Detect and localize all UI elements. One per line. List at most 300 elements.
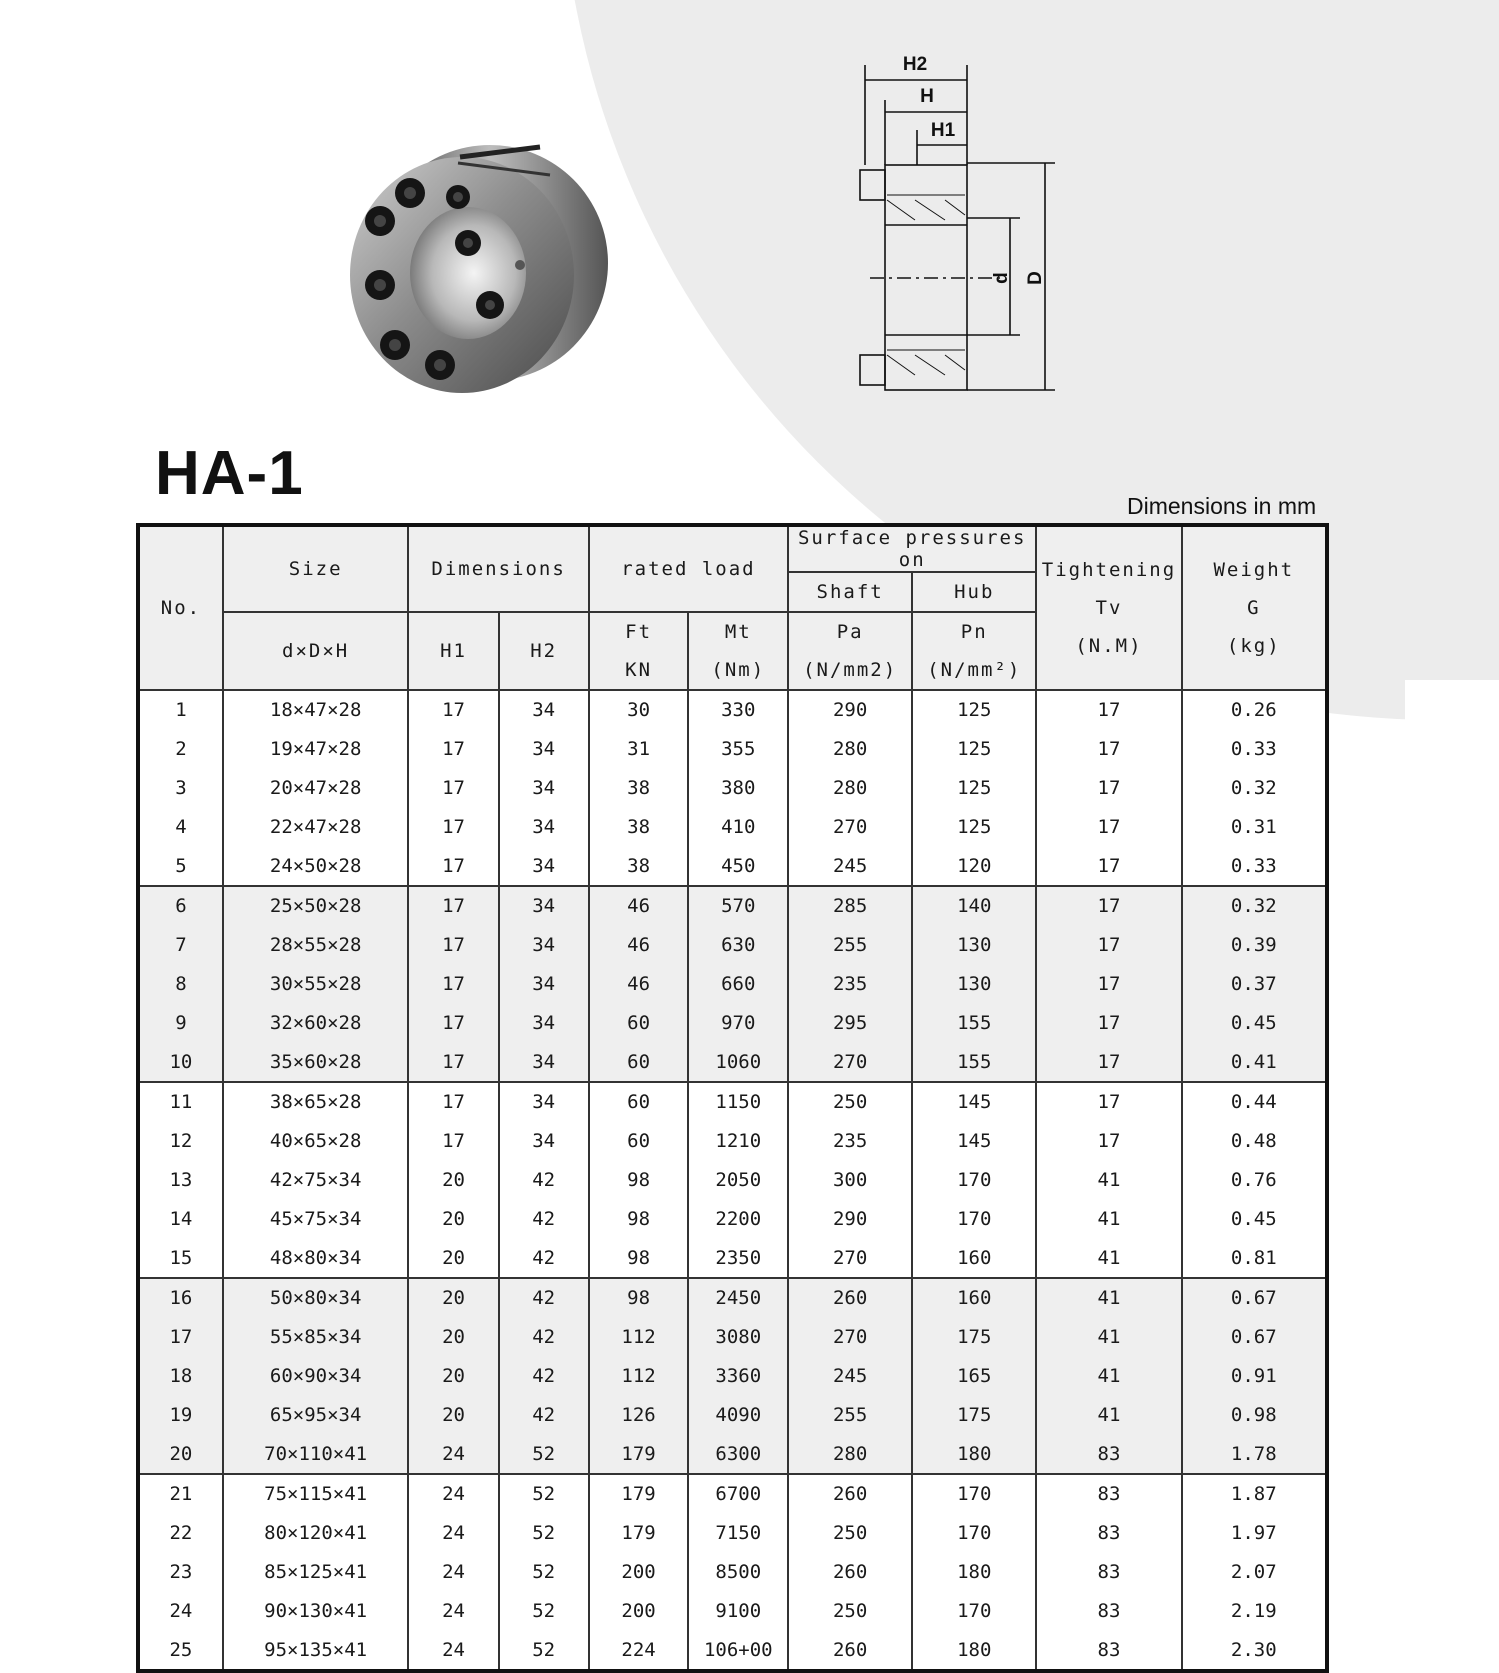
cell-tv: 83	[1036, 1474, 1181, 1514]
cell-ft: 126	[589, 1395, 689, 1434]
cell-pa: 300	[788, 1161, 912, 1200]
cell-weight: 0.31	[1182, 807, 1327, 846]
table-row	[138, 1003, 1327, 1042]
cell-size: 48×80×34	[223, 1238, 409, 1278]
cell-h1: 17	[408, 730, 498, 769]
table-row	[138, 1278, 1327, 1318]
cell-tv: 17	[1036, 1082, 1181, 1122]
cell-pa: 285	[788, 886, 912, 926]
cell-h1: 17	[408, 807, 498, 846]
cell-h2: 34	[499, 1042, 589, 1082]
cell-tv: 17	[1036, 769, 1181, 808]
cell-ft: 60	[589, 1122, 689, 1161]
cell-no: 7	[138, 926, 223, 965]
cell-h2: 42	[499, 1278, 589, 1318]
cell-no: 6	[138, 886, 223, 926]
table-row	[138, 886, 1327, 926]
cell-pn: 170	[912, 1474, 1036, 1514]
background-lower-right	[1405, 680, 1499, 1672]
cell-size: 20×47×28	[223, 769, 409, 808]
cell-pa: 235	[788, 1122, 912, 1161]
table-row	[138, 1199, 1327, 1238]
cell-no: 11	[138, 1082, 223, 1122]
ft-unit: KN	[625, 659, 653, 681]
cell-weight: 2.07	[1182, 1553, 1327, 1592]
cell-h1: 20	[408, 1357, 498, 1396]
table-row	[138, 965, 1327, 1004]
cell-weight: 2.30	[1182, 1630, 1327, 1671]
table-row	[138, 1434, 1327, 1474]
cell-weight: 0.91	[1182, 1357, 1327, 1396]
cell-weight: 0.33	[1182, 846, 1327, 886]
cell-mt: 6300	[688, 1434, 788, 1474]
cell-mt: 8500	[688, 1553, 788, 1592]
cell-ft: 60	[589, 1042, 689, 1082]
label-h1: H1	[930, 120, 956, 141]
table-row	[138, 1122, 1327, 1161]
cell-pa: 290	[788, 690, 912, 730]
cell-h2: 34	[499, 730, 589, 769]
cell-h2: 34	[499, 1082, 589, 1122]
cell-ft: 98	[589, 1278, 689, 1318]
cell-pn: 180	[912, 1630, 1036, 1671]
cell-pa: 280	[788, 1434, 912, 1474]
cell-no: 10	[138, 1042, 223, 1082]
cell-size: 28×55×28	[223, 926, 409, 965]
header-dimensions: Dimensions	[408, 525, 588, 612]
cell-weight: 0.45	[1182, 1003, 1327, 1042]
table-row	[138, 1395, 1327, 1434]
cell-h2: 34	[499, 886, 589, 926]
header-shaft: Shaft	[788, 572, 912, 612]
specification-table	[136, 523, 1329, 1673]
cell-mt: 1150	[688, 1082, 788, 1122]
table-row	[138, 807, 1327, 846]
cell-pn: 170	[912, 1199, 1036, 1238]
cell-h2: 52	[499, 1591, 589, 1630]
cell-size: 55×85×34	[223, 1318, 409, 1357]
cell-no: 9	[138, 1003, 223, 1042]
table-row	[138, 690, 1327, 730]
cell-ft: 46	[589, 886, 689, 926]
cell-weight: 0.44	[1182, 1082, 1327, 1122]
cell-pa: 280	[788, 769, 912, 808]
cell-ft: 112	[589, 1318, 689, 1357]
cell-no: 22	[138, 1514, 223, 1553]
table-row	[138, 1161, 1327, 1200]
cell-h2: 34	[499, 690, 589, 730]
cell-h2: 42	[499, 1357, 589, 1396]
cell-tv: 83	[1036, 1553, 1181, 1592]
table-row	[138, 1357, 1327, 1396]
cell-pa: 260	[788, 1278, 912, 1318]
cell-h1: 20	[408, 1199, 498, 1238]
cell-h2: 42	[499, 1395, 589, 1434]
cell-weight: 0.32	[1182, 886, 1327, 926]
cell-size: 38×65×28	[223, 1082, 409, 1122]
cell-h2: 52	[499, 1474, 589, 1514]
cell-weight: 0.32	[1182, 769, 1327, 808]
cell-h1: 20	[408, 1395, 498, 1434]
cell-ft: 179	[589, 1434, 689, 1474]
cell-pn: 170	[912, 1514, 1036, 1553]
cell-no: 24	[138, 1591, 223, 1630]
cell-mt: 1060	[688, 1042, 788, 1082]
cell-ft: 98	[589, 1199, 689, 1238]
cell-h2: 42	[499, 1318, 589, 1357]
cell-weight: 0.37	[1182, 965, 1327, 1004]
cross-section-drawing	[855, 50, 1085, 430]
cell-pn: 145	[912, 1082, 1036, 1122]
cell-size: 95×135×41	[223, 1630, 409, 1671]
cell-tv: 41	[1036, 1199, 1181, 1238]
cell-tv: 41	[1036, 1161, 1181, 1200]
cell-h2: 42	[499, 1238, 589, 1278]
cell-pn: 155	[912, 1042, 1036, 1082]
cell-pa: 255	[788, 1395, 912, 1434]
table-row	[138, 1042, 1327, 1082]
cell-size: 42×75×34	[223, 1161, 409, 1200]
cell-h2: 34	[499, 965, 589, 1004]
cell-pa: 260	[788, 1553, 912, 1592]
cell-pn: 130	[912, 926, 1036, 965]
cell-tv: 17	[1036, 846, 1181, 886]
cell-size: 75×115×41	[223, 1474, 409, 1514]
cell-size: 80×120×41	[223, 1514, 409, 1553]
cell-mt: 355	[688, 730, 788, 769]
cell-pn: 130	[912, 965, 1036, 1004]
cell-h1: 20	[408, 1318, 498, 1357]
cell-weight: 1.87	[1182, 1474, 1327, 1514]
cell-size: 50×80×34	[223, 1278, 409, 1318]
cell-h1: 17	[408, 846, 498, 886]
product-photo	[340, 135, 610, 405]
cell-pn: 160	[912, 1278, 1036, 1318]
cell-size: 70×110×41	[223, 1434, 409, 1474]
cell-ft: 46	[589, 965, 689, 1004]
cell-pn: 170	[912, 1161, 1036, 1200]
header-size-formula: d×D×H	[223, 612, 409, 690]
pn-unit: (N/mm²)	[927, 659, 1022, 681]
cell-h1: 24	[408, 1434, 498, 1474]
cell-pn: 125	[912, 807, 1036, 846]
cell-ft: 179	[589, 1474, 689, 1514]
cell-weight: 0.39	[1182, 926, 1327, 965]
cell-size: 19×47×28	[223, 730, 409, 769]
cell-mt: 6700	[688, 1474, 788, 1514]
cell-h2: 34	[499, 926, 589, 965]
table-row	[138, 730, 1327, 769]
cell-ft: 200	[589, 1591, 689, 1630]
cell-no: 18	[138, 1357, 223, 1396]
cell-h2: 52	[499, 1514, 589, 1553]
cell-ft: 200	[589, 1553, 689, 1592]
table-row	[138, 1553, 1327, 1592]
cell-ft: 46	[589, 926, 689, 965]
cell-tv: 83	[1036, 1434, 1181, 1474]
cell-mt: 9100	[688, 1591, 788, 1630]
table-row	[138, 1474, 1327, 1514]
cell-mt: 450	[688, 846, 788, 886]
cell-mt: 380	[688, 769, 788, 808]
cell-pa: 270	[788, 807, 912, 846]
cell-mt: 2450	[688, 1278, 788, 1318]
cell-size: 18×47×28	[223, 690, 409, 730]
cell-weight: 0.41	[1182, 1042, 1327, 1082]
cell-mt: 3080	[688, 1318, 788, 1357]
header-surface-pressures: Surface pressures on	[788, 525, 1036, 572]
cell-h1: 17	[408, 965, 498, 1004]
background-strip	[1405, 0, 1499, 680]
cell-tv: 41	[1036, 1318, 1181, 1357]
cell-h1: 24	[408, 1474, 498, 1514]
table-row	[138, 846, 1327, 886]
cell-weight: 0.81	[1182, 1238, 1327, 1278]
header-mt	[688, 612, 788, 690]
cell-pn: 140	[912, 886, 1036, 926]
cell-no: 21	[138, 1474, 223, 1514]
cell-h1: 17	[408, 1122, 498, 1161]
cell-weight: 0.67	[1182, 1278, 1327, 1318]
table-row	[138, 1238, 1327, 1278]
cell-mt: 570	[688, 886, 788, 926]
cell-pa: 250	[788, 1514, 912, 1553]
cell-no: 4	[138, 807, 223, 846]
cell-pa: 270	[788, 1318, 912, 1357]
cell-no: 23	[138, 1553, 223, 1592]
cell-h2: 34	[499, 807, 589, 846]
cell-mt: 3360	[688, 1357, 788, 1396]
cell-pn: 180	[912, 1434, 1036, 1474]
cell-tv: 83	[1036, 1591, 1181, 1630]
header-no: No.	[138, 525, 223, 690]
cell-h1: 24	[408, 1630, 498, 1671]
header-pn	[912, 612, 1036, 690]
cell-no: 15	[138, 1238, 223, 1278]
cell-mt: 660	[688, 965, 788, 1004]
cell-h2: 34	[499, 1003, 589, 1042]
cell-pn: 125	[912, 730, 1036, 769]
cell-h2: 42	[499, 1199, 589, 1238]
cell-weight: 0.45	[1182, 1199, 1327, 1238]
cell-h1: 17	[408, 769, 498, 808]
cell-no: 3	[138, 769, 223, 808]
cell-tv: 17	[1036, 965, 1181, 1004]
table-row	[138, 1082, 1327, 1122]
cell-h2: 34	[499, 769, 589, 808]
cell-mt: 2350	[688, 1238, 788, 1278]
cell-mt: 2200	[688, 1199, 788, 1238]
table-row	[138, 1630, 1327, 1671]
row-group-2	[138, 886, 1327, 1082]
cell-pa: 270	[788, 1042, 912, 1082]
cell-pa: 250	[788, 1082, 912, 1122]
cell-size: 32×60×28	[223, 1003, 409, 1042]
cell-tv: 41	[1036, 1395, 1181, 1434]
cell-mt: 4090	[688, 1395, 788, 1434]
cell-ft: 179	[589, 1514, 689, 1553]
cell-weight: 1.97	[1182, 1514, 1327, 1553]
header-pa	[788, 612, 912, 690]
cell-pa: 250	[788, 1591, 912, 1630]
cell-pn: 145	[912, 1122, 1036, 1161]
cell-no: 14	[138, 1199, 223, 1238]
cell-tv: 41	[1036, 1278, 1181, 1318]
cell-mt: 106+00	[688, 1630, 788, 1671]
cell-ft: 31	[589, 730, 689, 769]
cell-weight: 0.26	[1182, 690, 1327, 730]
cell-mt: 970	[688, 1003, 788, 1042]
cell-h2: 52	[499, 1553, 589, 1592]
cell-pn: 175	[912, 1395, 1036, 1434]
cell-pa: 255	[788, 926, 912, 965]
cell-mt: 1210	[688, 1122, 788, 1161]
cell-weight: 0.48	[1182, 1122, 1327, 1161]
cell-h1: 24	[408, 1591, 498, 1630]
cell-weight: 0.98	[1182, 1395, 1327, 1434]
ft-label: Ft	[625, 621, 653, 643]
row-group-1	[138, 690, 1327, 886]
cell-tv: 41	[1036, 1238, 1181, 1278]
cell-ft: 112	[589, 1357, 689, 1396]
mt-label: Mt	[724, 621, 752, 643]
label-D: D	[1025, 271, 1046, 285]
row-group-4	[138, 1278, 1327, 1474]
table-row	[138, 1318, 1327, 1357]
table-row	[138, 1591, 1327, 1630]
cell-tv: 41	[1036, 1357, 1181, 1396]
header-hub: Hub	[912, 572, 1036, 612]
cell-weight: 0.67	[1182, 1318, 1327, 1357]
cell-ft: 98	[589, 1161, 689, 1200]
cell-size: 45×75×34	[223, 1199, 409, 1238]
cell-h1: 17	[408, 1042, 498, 1082]
cell-ft: 60	[589, 1003, 689, 1042]
cell-h1: 20	[408, 1278, 498, 1318]
cell-pa: 235	[788, 965, 912, 1004]
cell-ft: 98	[589, 1238, 689, 1278]
cell-no: 20	[138, 1434, 223, 1474]
cell-size: 90×130×41	[223, 1591, 409, 1630]
header-h1: H1	[408, 612, 498, 690]
cell-no: 5	[138, 846, 223, 886]
cell-pa: 270	[788, 1238, 912, 1278]
label-d: d	[991, 272, 1012, 284]
weight-label: Weight	[1213, 559, 1295, 581]
cell-ft: 38	[589, 769, 689, 808]
cell-weight: 0.33	[1182, 730, 1327, 769]
cell-pn: 125	[912, 690, 1036, 730]
cell-size: 22×47×28	[223, 807, 409, 846]
cell-h2: 52	[499, 1630, 589, 1671]
pn-label: Pn	[960, 621, 988, 643]
cell-pn: 120	[912, 846, 1036, 886]
tv-label: Tv	[1095, 597, 1123, 619]
cell-pa: 260	[788, 1474, 912, 1514]
cell-mt: 7150	[688, 1514, 788, 1553]
cell-no: 12	[138, 1122, 223, 1161]
cell-ft: 60	[589, 1082, 689, 1122]
label-h: H	[920, 86, 934, 107]
cell-mt: 2050	[688, 1161, 788, 1200]
cell-pa: 295	[788, 1003, 912, 1042]
cell-pa: 290	[788, 1199, 912, 1238]
cell-size: 85×125×41	[223, 1553, 409, 1592]
cell-tv: 83	[1036, 1630, 1181, 1671]
cell-pa: 245	[788, 846, 912, 886]
cell-no: 17	[138, 1318, 223, 1357]
cell-size: 65×95×34	[223, 1395, 409, 1434]
cell-h1: 17	[408, 1003, 498, 1042]
table-row	[138, 769, 1327, 808]
cell-tv: 17	[1036, 807, 1181, 846]
cell-pn: 125	[912, 769, 1036, 808]
cell-no: 25	[138, 1630, 223, 1671]
cell-no: 16	[138, 1278, 223, 1318]
header-ft	[589, 612, 689, 690]
cell-h1: 17	[408, 886, 498, 926]
cell-tv: 17	[1036, 926, 1181, 965]
cell-pn: 160	[912, 1238, 1036, 1278]
cell-size: 30×55×28	[223, 965, 409, 1004]
tv-unit: (N.M)	[1075, 635, 1143, 657]
cell-tv: 17	[1036, 730, 1181, 769]
units-note: Dimensions in mm	[1127, 493, 1317, 519]
header-rated-load: rated load	[589, 525, 788, 612]
cell-ft: 38	[589, 807, 689, 846]
cell-size: 60×90×34	[223, 1357, 409, 1396]
product-title: HA-1	[155, 439, 304, 508]
cell-h1: 20	[408, 1238, 498, 1278]
cell-size: 40×65×28	[223, 1122, 409, 1161]
cell-h1: 17	[408, 690, 498, 730]
table-row	[138, 1514, 1327, 1553]
header-tightening	[1036, 525, 1181, 690]
cell-h1: 20	[408, 1161, 498, 1200]
header-h2: H2	[499, 612, 589, 690]
cell-no: 13	[138, 1161, 223, 1200]
cell-size: 25×50×28	[223, 886, 409, 926]
cell-tv: 83	[1036, 1514, 1181, 1553]
cell-pa: 280	[788, 730, 912, 769]
header-weight	[1182, 525, 1327, 690]
cell-h2: 34	[499, 846, 589, 886]
cell-weight: 0.76	[1182, 1161, 1327, 1200]
cell-size: 35×60×28	[223, 1042, 409, 1082]
cell-pn: 180	[912, 1553, 1036, 1592]
cell-tv: 17	[1036, 1122, 1181, 1161]
g-label: G	[1247, 597, 1261, 619]
cell-h1: 17	[408, 926, 498, 965]
cell-mt: 330	[688, 690, 788, 730]
label-h2: H2	[902, 54, 928, 75]
cell-pn: 175	[912, 1318, 1036, 1357]
mt-unit: (Nm)	[711, 659, 766, 681]
cell-mt: 410	[688, 807, 788, 846]
cell-h2: 34	[499, 1122, 589, 1161]
cell-h1: 24	[408, 1514, 498, 1553]
cell-ft: 38	[589, 846, 689, 886]
cell-h1: 24	[408, 1553, 498, 1592]
cell-tv: 17	[1036, 886, 1181, 926]
pa-label: Pa	[836, 621, 864, 643]
cell-h2: 42	[499, 1161, 589, 1200]
cell-tv: 17	[1036, 1042, 1181, 1082]
cell-h2: 52	[499, 1434, 589, 1474]
cell-tv: 17	[1036, 690, 1181, 730]
g-unit: (kg)	[1226, 635, 1281, 657]
cell-ft: 224	[589, 1630, 689, 1671]
